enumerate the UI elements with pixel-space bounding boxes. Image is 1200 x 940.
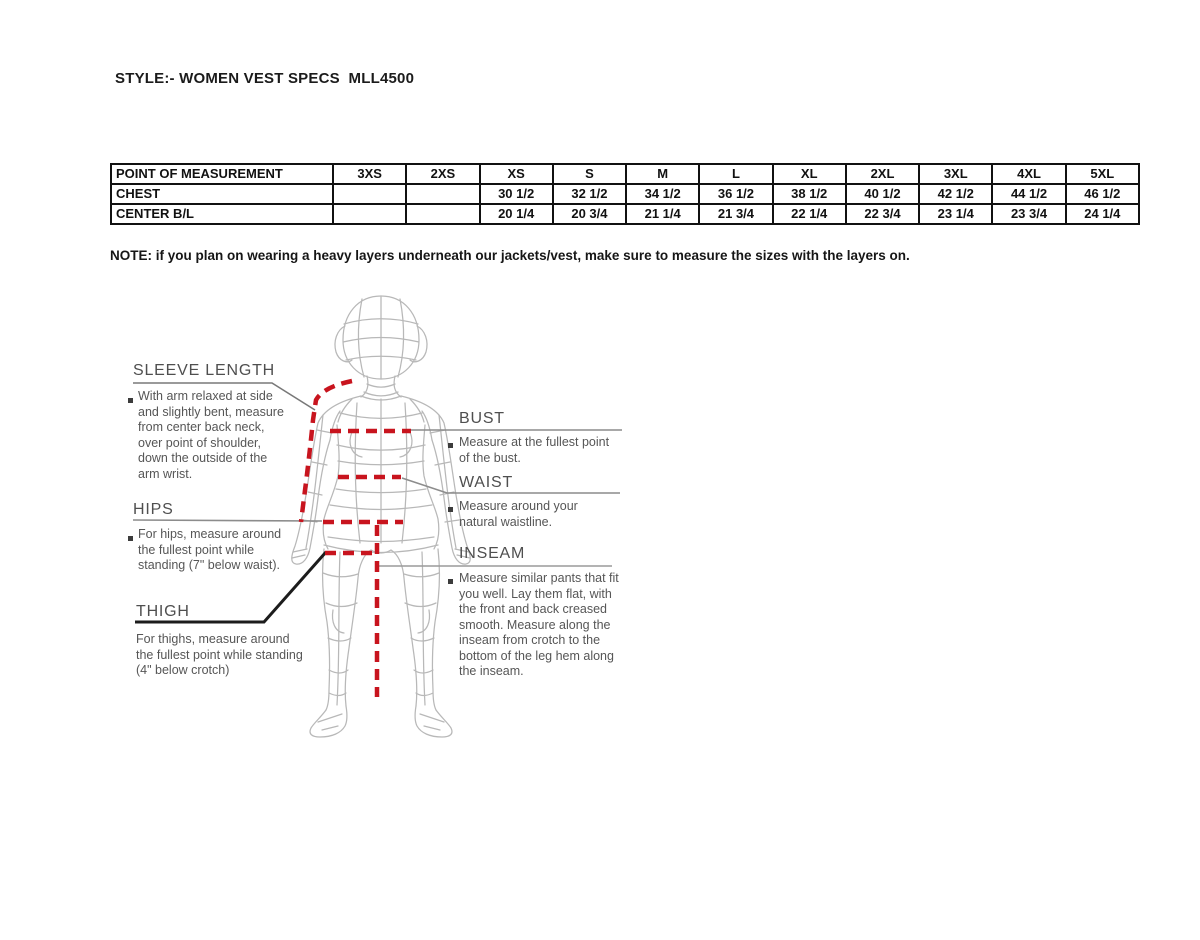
bullet-icon xyxy=(128,536,133,541)
thigh-description: For thighs, measure around the fullest point while standing (4" below crotch) xyxy=(136,632,303,677)
hips-heading: HIPS xyxy=(133,501,174,518)
size-value-cell: 21 3/4 xyxy=(699,204,772,224)
size-value-cell: 24 1/4 xyxy=(1066,204,1139,224)
size-value-cell: 22 1/4 xyxy=(773,204,846,224)
bust-heading: BUST xyxy=(459,410,505,427)
note-text: NOTE: if you plan on wearing a heavy layers underneath our jackets/vest, make sure to measure the sizes with the layers on. xyxy=(110,248,910,263)
size-value-cell xyxy=(406,204,479,224)
bullet-icon xyxy=(128,398,133,403)
thigh-heading: THIGH xyxy=(136,603,190,620)
size-value-cell: 32 1/2 xyxy=(553,184,626,204)
size-value-cell: 20 3/4 xyxy=(553,204,626,224)
col-header-size: M xyxy=(626,164,699,184)
size-table-header-row xyxy=(111,164,1139,184)
bust-description: Measure at the fullest point of the bust. xyxy=(459,435,610,465)
bullet-icon xyxy=(448,507,453,512)
col-header-point-of-measurement: POINT OF MEASUREMENT xyxy=(111,164,333,184)
size-value-cell: 23 1/4 xyxy=(919,204,992,224)
size-value-cell: 22 3/4 xyxy=(846,204,919,224)
col-header-size: 2XS xyxy=(406,164,479,184)
col-header-size: XL xyxy=(773,164,846,184)
size-value-cell: 46 1/2 xyxy=(1066,184,1139,204)
sleeve-length-heading: SLEEVE LENGTH xyxy=(133,362,276,379)
size-value-cell xyxy=(333,184,406,204)
body-wireframe-figure xyxy=(292,296,471,737)
col-header-size: S xyxy=(553,164,626,184)
size-value-cell: 44 1/2 xyxy=(992,184,1065,204)
col-header-size: 3XL xyxy=(919,164,992,184)
size-value-cell: 36 1/2 xyxy=(699,184,772,204)
table-row xyxy=(111,184,1139,204)
sleeve-length-description: With arm relaxed at side and slightly bent, measure from center back neck, over point of shoulder, down the outside of the arm wrist. xyxy=(138,389,284,481)
size-value-cell xyxy=(333,204,406,224)
inseam-heading: INSEAM xyxy=(459,545,526,562)
col-header-size: L xyxy=(699,164,772,184)
col-header-size: XS xyxy=(480,164,553,184)
col-header-size: 4XL xyxy=(992,164,1065,184)
hips-description: For hips, measure around the fullest point while standing (7" below waist). xyxy=(138,527,282,572)
size-value-cell: 21 1/4 xyxy=(626,204,699,224)
col-header-size: 3XS xyxy=(333,164,406,184)
page-title: STYLE:- WOMEN VEST SPECS MLL4500 xyxy=(115,70,415,87)
size-value-cell: 42 1/2 xyxy=(919,184,992,204)
hips-leader-line xyxy=(133,520,322,521)
table-row xyxy=(111,204,1139,224)
size-value-cell xyxy=(406,184,479,204)
size-value-cell: 30 1/2 xyxy=(480,184,553,204)
row-label: CENTER B/L xyxy=(111,204,333,224)
bullet-icon xyxy=(448,579,453,584)
size-value-cell: 38 1/2 xyxy=(773,184,846,204)
col-header-size: 2XL xyxy=(846,164,919,184)
size-value-cell: 23 3/4 xyxy=(992,204,1065,224)
col-header-size: 5XL xyxy=(1066,164,1139,184)
size-value-cell: 20 1/4 xyxy=(480,204,553,224)
sleeve-length-measure-line xyxy=(301,381,352,522)
waist-description: Measure around your natural waistline. xyxy=(459,499,578,529)
bullet-icon xyxy=(448,443,453,448)
row-label: CHEST xyxy=(111,184,333,204)
size-value-cell: 40 1/2 xyxy=(846,184,919,204)
inseam-description: Measure similar pants that fit you well. Lay them flat, with the front and back creased smooth. Measure along the inseam from crotch to the bottom of the leg hem along the inseam. xyxy=(459,571,619,678)
waist-heading: WAIST xyxy=(459,474,514,491)
size-table xyxy=(110,163,1140,225)
size-value-cell: 34 1/2 xyxy=(626,184,699,204)
